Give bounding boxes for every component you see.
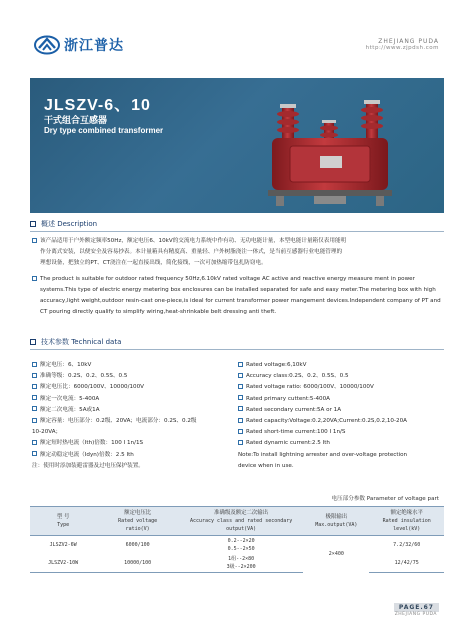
company-logo bbox=[34, 35, 124, 55]
param-item: 额定短时热电流（Ith)倍数：100 I 1n/1S bbox=[32, 438, 232, 449]
logo-text: 浙江普达 bbox=[64, 38, 124, 54]
bullet-square-icon bbox=[238, 406, 243, 411]
param-item: Rated primary cuttent:5-400A bbox=[238, 394, 443, 405]
page-number: PAGE.67 bbox=[394, 603, 439, 612]
bullet-square-icon bbox=[238, 395, 243, 400]
header-type: 型 号 Type bbox=[30, 507, 96, 536]
bullet-square-icon bbox=[32, 440, 37, 445]
product-banner bbox=[30, 78, 444, 213]
param-item: Rated dynamic current:2.5 Ith bbox=[238, 438, 443, 449]
param-item: 10-20VA； bbox=[32, 429, 62, 436]
param-item: 额定动稳定电流（Idyn)倍数：2.5 Ith bbox=[32, 450, 232, 461]
bullet-square-icon bbox=[238, 418, 243, 423]
section-square-icon bbox=[30, 339, 36, 345]
bullet-square-icon bbox=[32, 238, 37, 243]
technical-params-en bbox=[238, 360, 443, 472]
param-item: 额定二次电流：5A或1A bbox=[32, 405, 232, 416]
cell-ratio: 10000/100 bbox=[96, 554, 179, 573]
overview-heading: 概述 Description bbox=[30, 218, 97, 230]
company-english-name: ZHEJIANG PUDA bbox=[378, 38, 439, 45]
bullet-square-icon bbox=[238, 429, 243, 434]
product-model: JLSZV-6、10 bbox=[44, 97, 151, 114]
section-divider bbox=[30, 349, 444, 350]
bullet-square-icon bbox=[32, 384, 37, 389]
product-name-en: Dry type combined transformer bbox=[44, 126, 164, 135]
bullet-square-icon bbox=[238, 373, 243, 378]
technical-heading: 技术参数 Technical data bbox=[30, 336, 121, 348]
header-insulation: 额定绝缘水平 Rated insulation level(kV) bbox=[369, 507, 444, 536]
section-divider bbox=[30, 231, 444, 232]
param-item: Rated voltage ratio: 6000/100V、10000/100V bbox=[238, 382, 443, 393]
table-caption: 电压部分参数 Parameter of voltage part bbox=[331, 496, 439, 502]
bullet-square-icon bbox=[238, 362, 243, 367]
table-row bbox=[30, 554, 444, 573]
cell-type: JLSZV2-10W bbox=[30, 554, 96, 573]
bullet-square-icon bbox=[32, 451, 37, 456]
cell-insulation: 12/42/75 bbox=[369, 554, 444, 573]
param-item: Rated short-time current:100 I 1n/S bbox=[238, 427, 443, 438]
overview-cn-paragraph: 该产品适用于户外额定频率50Hz，额定电压6、10kV的交流电力系统中作有功、无功电能计量，本型电能计量箱仅表用能明 作分离式安装，以便安全及容易抄表。本计量箱具有精度高、重量轻、户外树脂浇注一体式，是当前互感器行业电能管理的 理想设备，把独立的PT、CT浇注在一起直接出线，简化接线，一次可加热缩带包扎防窃电。 bbox=[32, 236, 442, 269]
bullet-square-icon bbox=[32, 373, 37, 378]
table-row bbox=[30, 536, 444, 555]
bullet-square-icon bbox=[238, 440, 243, 445]
param-item: 额定一次电流：5-400A bbox=[32, 394, 232, 405]
header-voltage-ratio: 额定电压比 Rated voltage ratio(V) bbox=[96, 507, 179, 536]
product-name-cn: 干式组合互感器 bbox=[44, 116, 108, 126]
param-item: Accuracy class:0.2S、0.2、0.5S、0.5 bbox=[238, 371, 443, 382]
bullet-square-icon bbox=[32, 406, 37, 411]
bullet-square-icon bbox=[32, 395, 37, 400]
param-item: Rated capacity:Voltage:0.2,20VA;Current:0.2S,0.2,10-20A bbox=[238, 416, 443, 427]
page-company: ZHEJIANG PUDA bbox=[394, 612, 437, 617]
cell-insulation: 7.2/32/60 bbox=[393, 542, 421, 548]
overview-en-paragraph: The product is suitable for outdoor rated frequency 50Hz,6.10kV rated voltage AC active and reactive energy measure ment in power systems.This type of electric energy metering box enclosures can be installed separated for safe and easy meter.The metering box with high accuracy,light weight,outdoor resin-cast one-piece,is ideal for current transformer power mangement devices.Independent company of PT and CT pouring directly qualify to simplify wiring,heat-shrinkable belt dressing anti theft. bbox=[32, 274, 442, 318]
voltage-parameter-table bbox=[30, 506, 444, 573]
param-item: 注：使用时添加装避雷器及过电压保护装置。 bbox=[32, 462, 144, 469]
bullet-square-icon bbox=[32, 418, 37, 423]
table-header-row bbox=[30, 507, 444, 536]
param-item: Rated secondary current:5A or 1A bbox=[238, 405, 443, 416]
header-max-output: 极限输出 Max.output(VA) bbox=[303, 507, 369, 536]
param-item: 准确等级：0.2S、0.2、0.5S、0.5 bbox=[32, 371, 232, 382]
param-item: device when in use. bbox=[238, 462, 294, 469]
bullet-square-icon bbox=[32, 276, 37, 281]
section-square-icon bbox=[30, 221, 36, 227]
param-item: Note:To install lightning arrester and over-voltage protection bbox=[238, 451, 408, 458]
param-item: 额定电压比：6000/100V、10000/100V bbox=[32, 382, 232, 393]
logo-mark-icon bbox=[34, 35, 60, 55]
cell-type: JLSZV2-6W bbox=[49, 542, 77, 548]
cell-ratio: 6000/100 bbox=[125, 542, 150, 548]
bullet-square-icon bbox=[32, 362, 37, 367]
param-item: 额定电压：6、10kV bbox=[32, 360, 232, 371]
cell-max-output: 2×400 bbox=[328, 551, 344, 558]
bullet-square-icon bbox=[238, 384, 243, 389]
company-url[interactable]: http://www.zjpdsh.com bbox=[365, 45, 439, 51]
param-item: 额定容量：电压部分：0.2级、20VA；电流部分：0.2S、0.2级 bbox=[32, 416, 232, 427]
technical-params-cn bbox=[32, 360, 232, 472]
param-item: Rated voltage:6,10kV bbox=[238, 360, 443, 371]
header-accuracy: 准确级及额定二次输出 Accuracy class and rated secondary output(VA) bbox=[179, 507, 303, 536]
cell-accuracy: 1组--2×80 3级--2×200 bbox=[179, 554, 303, 573]
cell-accuracy: 0.2--2×20 0.5--2×50 bbox=[227, 538, 255, 552]
transformer-product-image bbox=[260, 86, 400, 211]
